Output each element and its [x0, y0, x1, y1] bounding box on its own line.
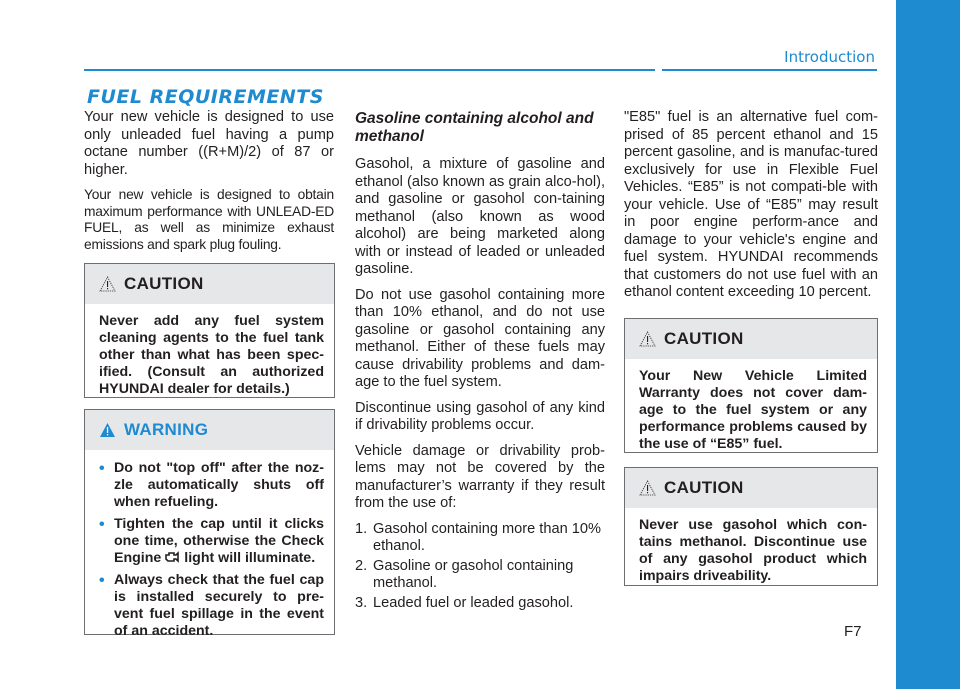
warning-triangle-icon: [99, 422, 116, 438]
list-item: 2. Gasoline or gasohol containing methanol.: [355, 557, 574, 591]
page-heading: FUEL REQUIREMENTS: [87, 86, 324, 108]
warning-header: [85, 410, 334, 450]
subheading-alcohol-methanol: Gasoline containing alcohol and methanol: [355, 110, 594, 145]
caution-box-e85: [624, 318, 878, 453]
chapter-side-tab: [896, 0, 960, 689]
fuel-intro-paragraph: Your new vehicle is designed to use only unleaded fuel having a pump octane number ((R+M)/2) of 87 or higher.: [84, 109, 334, 178]
bullet-icon: •: [99, 516, 105, 533]
section-title: Introduction: [784, 48, 875, 66]
page-number: F7: [844, 623, 862, 640]
ethanol-limit-paragraph: Do not use gasohol containing more than 10% ethanol, and do not use gasoline or gasohol containing any methanol. Either of these fuels may cause drivability problems and dam-age to the fuel system.: [355, 286, 605, 390]
list-item: • Always check that the fuel cap is installed securely to pre-vent fuel spillage in the event of an accident.: [99, 572, 324, 639]
caution-box-gasohol: [624, 467, 878, 586]
caution-title: CAUTION: [664, 329, 744, 348]
warning-box-refueling: [84, 409, 335, 639]
caution-text: Never add any fuel system cleaning agents to the fuel tank other than what has been spec-ified. (Consult an authorized HYUNDAI dealer for details.): [99, 313, 324, 397]
warning-body: [85, 450, 334, 653]
e85-paragraph: "E85" fuel is an alternative fuel com-prised of 85 percent ethanol and 15 percent gasoline, and is manufac-tured exclusively for use in Flexible Fuel Vehicles. “E85” is not compati-ble with your vehicle. Use of “E85” may result in poor engine perform-ance and damage to your vehicle's engine and fuel system. HYUNDAI recommends that customers do not use fuel with an ethanol content exceeding 10 percent.: [624, 109, 878, 300]
caution-header: [85, 264, 334, 304]
caution-header: [625, 468, 877, 508]
bullet-icon: •: [99, 572, 105, 589]
list-item: • Tighten the cap until it clicks one time, otherwise the Check Engine light will illuminate.: [99, 516, 324, 566]
list-item: 1. Gasohol containing more than 10% ethanol.: [355, 520, 601, 554]
warning-list: [99, 460, 324, 640]
unleaded-paragraph: Your new vehicle is designed to obtain maximum performance with UNLEAD-ED FUEL, as well as minimize exhaust emissions and spark plug fouling.: [84, 187, 334, 252]
caution-triangle-icon: [99, 276, 116, 292]
caution-triangle-icon: [639, 331, 656, 347]
numbered-list: [355, 521, 605, 613]
column-middle: [355, 109, 605, 614]
caution-title: CAUTION: [664, 478, 744, 497]
caution-box-fuel-additives: [84, 263, 335, 398]
check-engine-icon: [164, 551, 181, 563]
column-left: [84, 109, 334, 261]
warning-title: WARNING: [124, 420, 209, 439]
caution-text: Your New Vehicle Limited Warranty does not cover dam-age to the fuel system or any performance problems caused by the use of “E85” fuel.: [639, 368, 867, 452]
list-item: • Do not "top off" after the noz-zle automatically shuts off when refueling.: [99, 460, 324, 510]
caution-header: [625, 319, 877, 359]
bullet-icon: •: [99, 460, 105, 477]
discontinue-paragraph: Discontinue using gasohol of any kind if drivability problems occur.: [355, 399, 605, 433]
header-rule: [84, 69, 655, 71]
caution-text: Never use gasohol which con-tains methanol. Discontinue use of any gasohol product which impairs driveability.: [639, 517, 867, 584]
gasohol-paragraph: Gasohol, a mixture of gasoline and ethanol (also known as grain alco-hol), and gasoline or gasohol con-taining methanol (also known as wood alcohol) are being marketed along with or instead of leaded or unleaded gasoline.: [355, 156, 605, 277]
warranty-paragraph: Vehicle damage or drivability prob-lems may not be covered by the manufacturer’s warranty if they result from the use of:: [355, 442, 605, 511]
caution-triangle-icon: [639, 480, 656, 496]
caution-title: CAUTION: [124, 274, 204, 293]
list-item: 3. Leaded fuel or leaded gasohol.: [355, 594, 574, 611]
header-rule-right: [662, 69, 877, 71]
column-right: [624, 109, 878, 310]
